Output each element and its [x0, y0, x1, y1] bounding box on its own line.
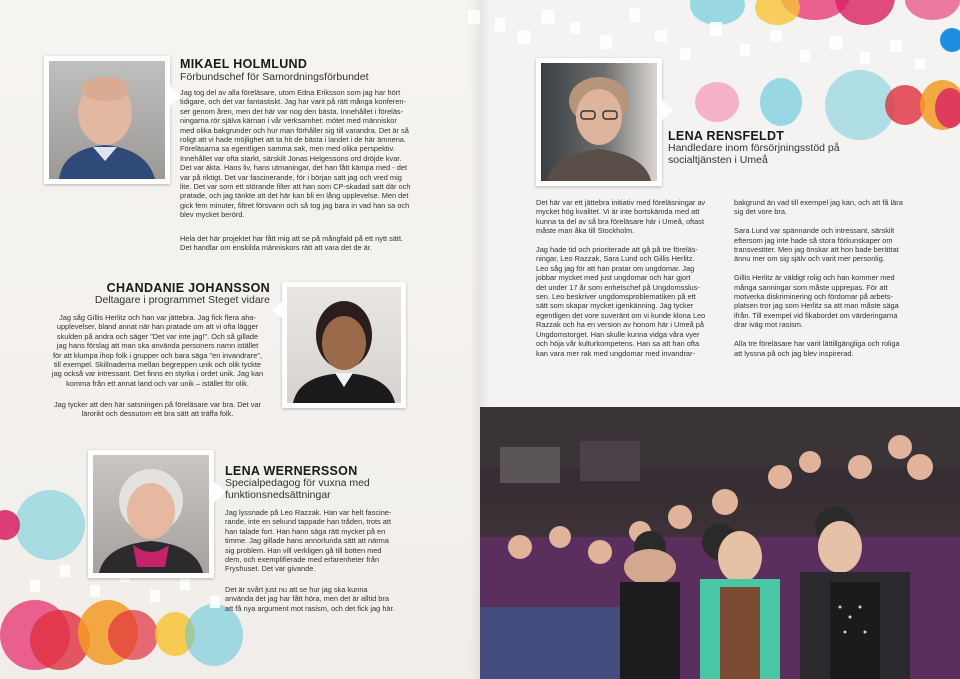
- lena-r-quote-col2: bakgrund än vad till exempel jag kan, och att få lära sig det vore bra. Sara Lund var spännande och intressant, särskilt eftersom jag inte hade så stora förkunskaper om transvestiter. Men jag önskar att hon bade berättat ännu mer om sig själv och varit mer personlig. Gillis Herlitz är väldigt rolig och han kommer med många sanningar som måste upprepas. För att motverka diskriminering och fördomar på arbets- platsen tror jag som Herlitz sa att man måste säga ifrån. Till exempel vid fikabordet om värderingarna drar iväg mot rasism. Alla tre föreläsare har varit lättillgängliga och roliga att lyssna på och jag blev inspirerad.: [734, 198, 903, 358]
- chandanie-quote-2: Jag tycker att den här satsningen på föreläsare var bra. Det var lärorikt och dessutom ett bra sätt att träffa folk.: [53, 400, 262, 419]
- mikael-name: MIKAEL HOLMLUND: [180, 57, 308, 71]
- mikael-quote-2: Hela det här projektet har fått mig att se på mångfald på ett nytt sätt. Det handlar om enskilda människors rätt att vara det de är.: [180, 234, 404, 253]
- chandanie-role: Deltagare i programmet Steget vidare: [94, 294, 270, 306]
- chandanie-quote: Jag såg Gillis Herlitz och han var jättebra. Jag fick flera aha- upplevelser, bland annat när han pratade om att vi ofta lägger skulden på andra och säger "Det var inte jag!". Och så gillade jag hans förslag att man ska använda personers namn istället för att klumpa ihop folk i grupper och bara säga "en invandrare", till exempel. Skillnaderna mellan begreppen unik och olik tyckte jag också var intressant. Det finns en styrka i ordet unik. Jag kan komma från ett annat land och var unik – istället för olik.: [51, 313, 264, 388]
- woman-portrait-icon: [541, 63, 657, 181]
- woman-portrait-icon: [93, 455, 209, 573]
- mikael-quote: Jag tog del av alla föreläsare, utom Edna Eriksson som jag har hört tidigare, och det var fantastiskt. Jag har varit på rätt många konferen- ser genom åren, men det här var nog den bästa. Innehållet i föreläs- ningarna rör själva kärnan i vår verksamhet: mötet med människor med olika bakgrunder och hur man förhåller sig till varandra. Det är så roligt att vi hade möjlighet att ta hit de bästa i landet i de här ämnena. Föreläsarna sa egentligen samma sak, men med olika perspektiv. Innehållet var ofta starkt, särskilt Jonas Helgessons ord dröjde kvar. Det var äkta. Hans liv, hans utmaningar, det han fått kämpa med - det var på riktigt. Det var fascinerande, för i början satt jag och vred mig lite. Det var som ett störande filter att han som CP-skadad satt där och pratade, och jag tänkte att det här kan bli en lång upplevelse. Men det gick fem minuter, filtret försvann och så tog jag bara in vad han sa och blev mycket berörd.: [180, 88, 411, 220]
- chandanie-pointer: [272, 300, 284, 320]
- lena-r-name: LENA RENSFELDT: [668, 129, 785, 143]
- chandanie-name: CHANDANIE JOHANSSON: [106, 281, 270, 295]
- man-portrait-icon: [49, 61, 165, 179]
- lena-w-quote-2: Det är svårt just nu att se hur jag ska kunna använda det jag har fått höra, men det är alltid bra att få nya argument mot rasism, och det fick jag här.: [225, 585, 395, 613]
- lena-r-portrait: [536, 58, 662, 186]
- lena-r-quote-col1: Det här var ett jättebra initiativ med föreläsningar av mycket hög kvalitet. Vi är inte bortskämda med att kunna ta del av så bra föreläsare här i Umeå, oftast måste man åka till Stockholm. Jag hade tid och prioriterade att gå på tre föreläs- ningar, Leo Razzak, Sara Lund och Gillis Herlitz. Leo såg jag för att han pratar om ungdomar. Jag jobbar mycket med just ungdomar och har gjort det under 17 år som enhetschef på Ungdomsslus- sen. Leo beskriver ungdomsproblematiken på ett sätt som skapar mycket igenkänning. Jag tycker egentligen det vore suveränt om vi kunde klona Leo Razzak och ha en version av honom här i Umeå på Ungdomstorget. Han skulle kunna vidga våra vyer och höja vår kulturkompetens. Han sa att han ofta kan vara mer rak med ungdomar med invandrar-: [536, 198, 706, 358]
- audience-illustration: [480, 407, 960, 679]
- lena-r-pointer: [662, 100, 674, 120]
- mikael-portrait: [44, 56, 170, 184]
- lena-r-role: Handledare inom försörjningsstöd på socialtjänsten i Umeå: [668, 142, 840, 166]
- mikael-role: Förbundschef för Samordningsförbundet: [180, 71, 369, 83]
- lena-w-quote: Jag lyssnade på Leo Razzak. Han var helt fascine- rande, inte en sekund tappade han tråden, trots att han talade fort. Han hann säga rätt mycket på en timme. Jag gillade hans annorlunda sätt att närma sig problem. Han vill verkligen gå till botten med dem, och exemplifierade med erfarenheter från Fryshuset. Det var givande.: [225, 508, 392, 574]
- lena-w-portrait: [88, 450, 214, 578]
- audience-photo: [480, 407, 960, 679]
- lena-w-role: Specialpedagog för vuxna med funktionsnedsättningar: [225, 477, 370, 501]
- lena-w-name: LENA WERNERSSON: [225, 464, 358, 478]
- woman-portrait-icon: [287, 287, 401, 403]
- chandanie-portrait: [282, 282, 406, 408]
